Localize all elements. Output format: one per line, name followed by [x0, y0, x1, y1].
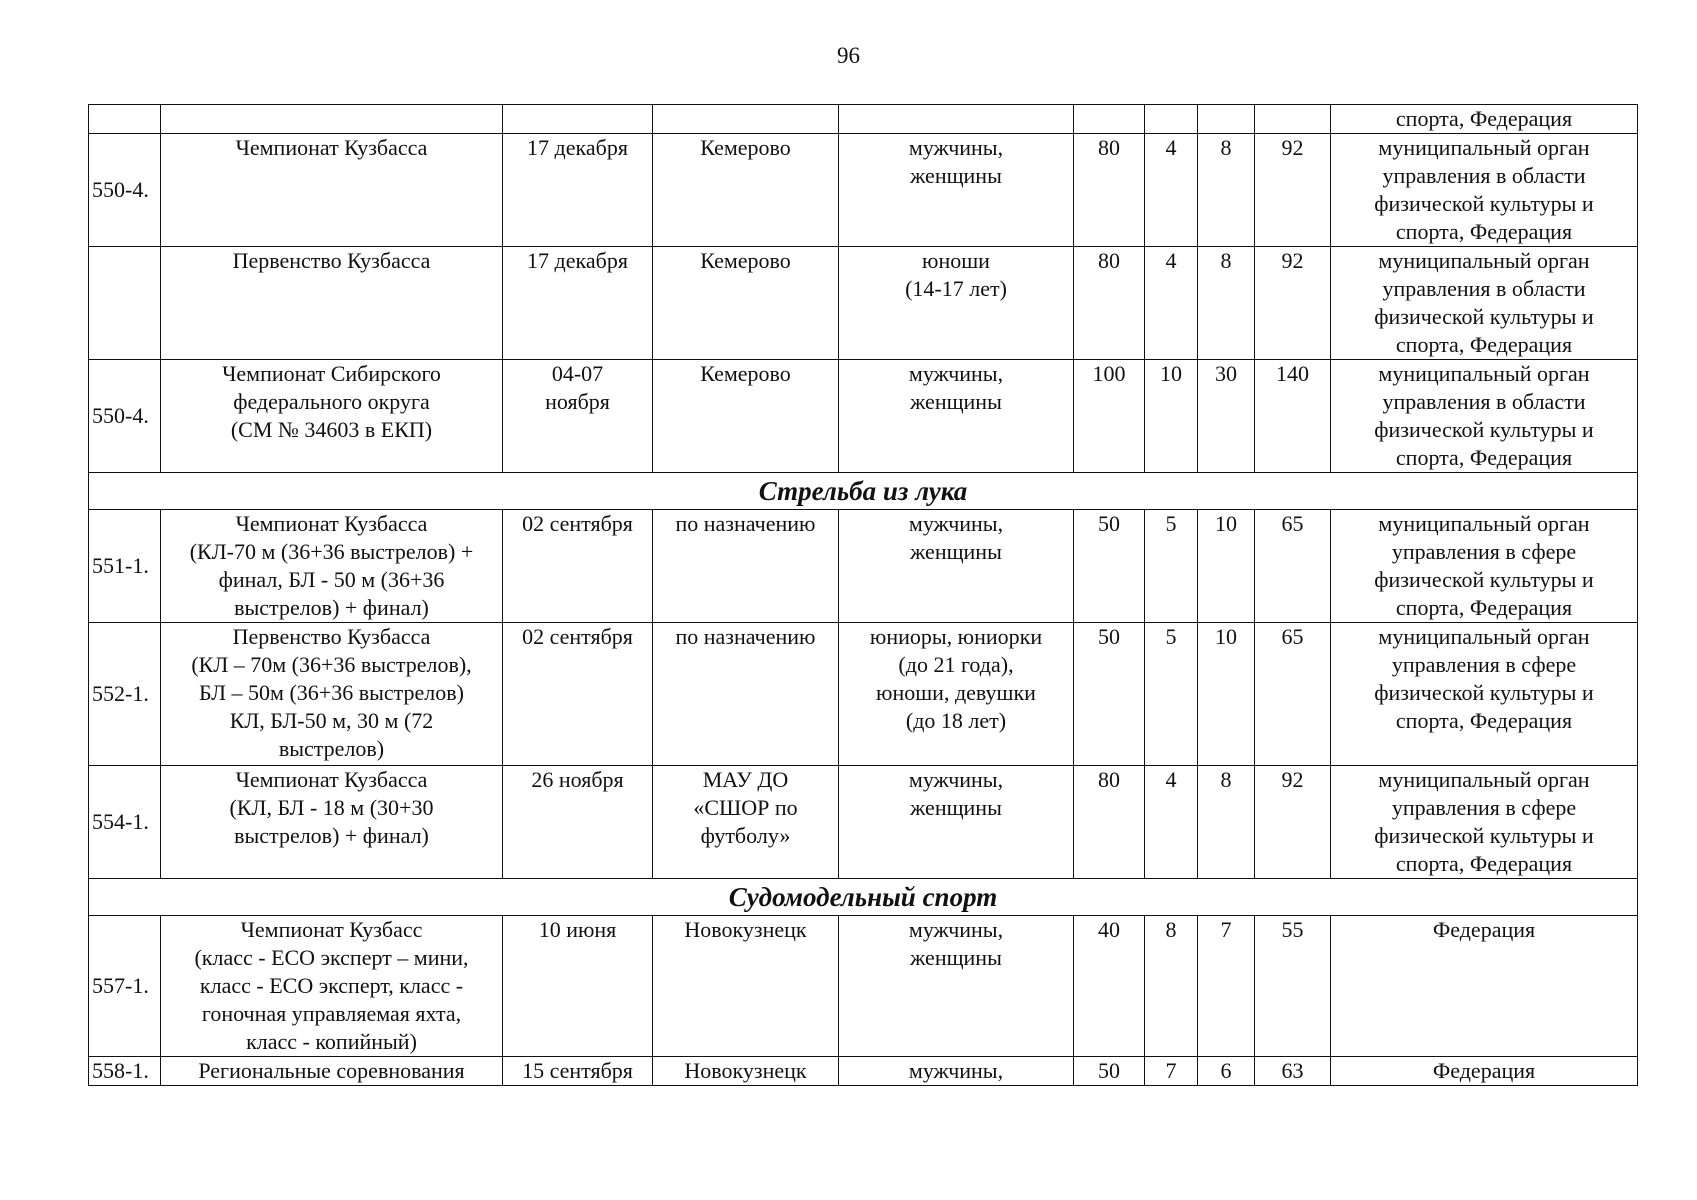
organizer: муниципальный орган управления в области физической культуры и спорта, Федерация — [1331, 134, 1638, 247]
count-2: 4 — [1145, 134, 1198, 247]
table-row — [89, 360, 1638, 473]
count-total: 65 — [1255, 623, 1331, 766]
row-number: 550-4. — [89, 360, 161, 473]
event-name: Первенство Кузбасса — [161, 247, 503, 360]
event-place: Кемерово — [653, 247, 839, 360]
event-name: Чемпионат Кузбасса (КЛ, БЛ - 18 м (30+30 выстрелов) + финал) — [161, 766, 503, 879]
event-date: 10 июня — [503, 916, 653, 1057]
count-3: 8 — [1198, 247, 1255, 360]
count-total — [1255, 105, 1331, 134]
event-name: Чемпионат Сибирского федерального округа (СМ № 34603 в ЕКП) — [161, 360, 503, 473]
table-row — [89, 916, 1638, 1057]
schedule-table — [88, 104, 1638, 1086]
count-3 — [1198, 105, 1255, 134]
event-place: МАУ ДО «СШОР по футболу» — [653, 766, 839, 879]
count-1: 100 — [1074, 360, 1145, 473]
section-title-archery: Стрельба из лука — [89, 473, 1638, 510]
event-place: Кемерово — [653, 360, 839, 473]
event-place: по назначению — [653, 623, 839, 766]
organizer: муниципальный орган управления в сфере физической культуры и спорта, Федерация — [1331, 766, 1638, 879]
organizer: Федерация — [1331, 1057, 1638, 1086]
event-date: 04-07 ноября — [503, 360, 653, 473]
row-number: 551-1. — [89, 510, 161, 623]
count-2: 5 — [1145, 510, 1198, 623]
table-row — [89, 623, 1638, 766]
event-date: 26 ноября — [503, 766, 653, 879]
row-number: 558-1. — [89, 1057, 161, 1086]
row-number — [89, 247, 161, 360]
count-total: 65 — [1255, 510, 1331, 623]
count-1: 50 — [1074, 623, 1145, 766]
count-3: 10 — [1198, 510, 1255, 623]
table-row — [89, 247, 1638, 360]
table-row — [89, 134, 1638, 247]
participants: мужчины, женщины — [839, 766, 1074, 879]
organizer: муниципальный орган управления в сфере физической культуры и спорта, Федерация — [1331, 510, 1638, 623]
row-number — [89, 105, 161, 134]
event-name — [161, 105, 503, 134]
event-place — [653, 105, 839, 134]
participants: мужчины, женщины — [839, 134, 1074, 247]
count-1: 80 — [1074, 134, 1145, 247]
count-1: 50 — [1074, 510, 1145, 623]
count-2: 5 — [1145, 623, 1198, 766]
count-1: 50 — [1074, 1057, 1145, 1086]
participants: юноши (14-17 лет) — [839, 247, 1074, 360]
row-number: 554-1. — [89, 766, 161, 879]
section-title-ship-modeling: Судомодельный спорт — [89, 879, 1638, 916]
participants — [839, 105, 1074, 134]
event-name: Чемпионат Кузбасс (класс - ЕСО эксперт – мини, класс - ЕСО эксперт, класс - гоночная управляемая яхта, класс - копийный) — [161, 916, 503, 1057]
event-name: Чемпионат Кузбасса (КЛ-70 м (36+36 выстрелов) + финал, БЛ - 50 м (36+36 выстрелов) + финал) — [161, 510, 503, 623]
organizer: спорта, Федерация — [1331, 105, 1638, 134]
organizer: муниципальный орган управления в области физической культуры и спорта, Федерация — [1331, 247, 1638, 360]
organizer: муниципальный орган управления в сфере физической культуры и спорта, Федерация — [1331, 623, 1638, 766]
event-place: Кемерово — [653, 134, 839, 247]
count-3: 30 — [1198, 360, 1255, 473]
section-header-row — [89, 473, 1638, 510]
row-number: 550-4. — [89, 134, 161, 247]
count-1: 80 — [1074, 766, 1145, 879]
participants: юниоры, юниорки (до 21 года), юноши, девушки (до 18 лет) — [839, 623, 1074, 766]
organizer: Федерация — [1331, 916, 1638, 1057]
organizer: муниципальный орган управления в области физической культуры и спорта, Федерация — [1331, 360, 1638, 473]
table-row — [89, 105, 1638, 134]
event-place: Новокузнецк — [653, 916, 839, 1057]
event-name: Региональные соревнования — [161, 1057, 503, 1086]
count-1 — [1074, 105, 1145, 134]
section-header-row — [89, 879, 1638, 916]
count-3: 10 — [1198, 623, 1255, 766]
participants: мужчины, женщины — [839, 360, 1074, 473]
count-total: 63 — [1255, 1057, 1331, 1086]
table-row — [89, 1057, 1638, 1086]
count-total: 92 — [1255, 766, 1331, 879]
count-2: 7 — [1145, 1057, 1198, 1086]
count-3: 8 — [1198, 134, 1255, 247]
event-date — [503, 105, 653, 134]
count-2: 8 — [1145, 916, 1198, 1057]
row-number: 557-1. — [89, 916, 161, 1057]
event-place: по назначению — [653, 510, 839, 623]
participants: мужчины, женщины — [839, 916, 1074, 1057]
event-place: Новокузнецк — [653, 1057, 839, 1086]
count-total: 140 — [1255, 360, 1331, 473]
count-3: 7 — [1198, 916, 1255, 1057]
count-1: 40 — [1074, 916, 1145, 1057]
event-name: Чемпионат Кузбасса — [161, 134, 503, 247]
event-date: 17 декабря — [503, 134, 653, 247]
event-date: 02 сентября — [503, 623, 653, 766]
page-number: 96 — [837, 43, 860, 68]
count-2: 10 — [1145, 360, 1198, 473]
table-row — [89, 766, 1638, 879]
participants: мужчины, — [839, 1057, 1074, 1086]
count-1: 80 — [1074, 247, 1145, 360]
event-date: 15 сентября — [503, 1057, 653, 1086]
count-2 — [1145, 105, 1198, 134]
table-row — [89, 510, 1638, 623]
event-date: 02 сентября — [503, 510, 653, 623]
row-number: 552-1. — [89, 623, 161, 766]
count-2: 4 — [1145, 247, 1198, 360]
event-name: Первенство Кузбасса (КЛ – 70м (36+36 выстрелов), БЛ – 50м (36+36 выстрелов) КЛ, БЛ-50 м, 30 м (72 выстрелов) — [161, 623, 503, 766]
count-3: 6 — [1198, 1057, 1255, 1086]
participants: мужчины, женщины — [839, 510, 1074, 623]
count-total: 92 — [1255, 247, 1331, 360]
count-total: 92 — [1255, 134, 1331, 247]
count-2: 4 — [1145, 766, 1198, 879]
event-date: 17 декабря — [503, 247, 653, 360]
count-total: 55 — [1255, 916, 1331, 1057]
count-3: 8 — [1198, 766, 1255, 879]
